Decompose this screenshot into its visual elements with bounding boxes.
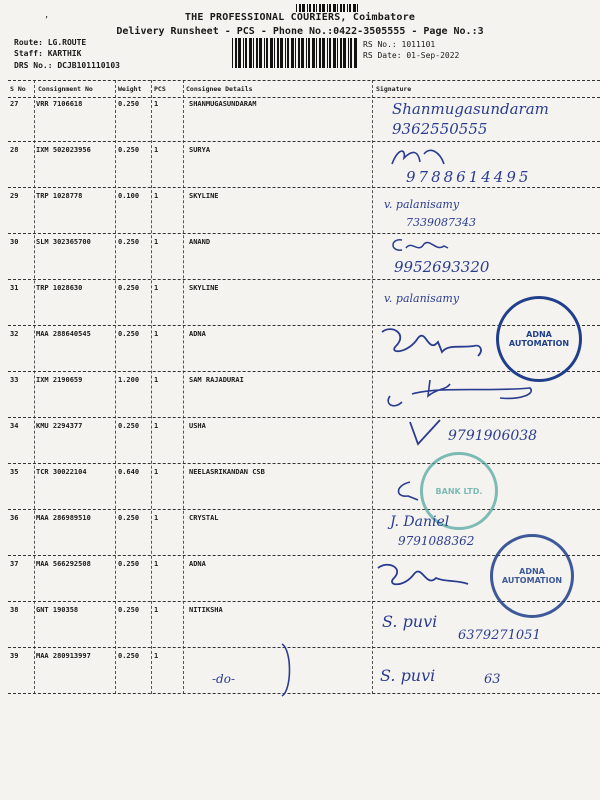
document-subtitle: Delivery Runsheet - PCS - Phone No.:0422-3505555 - Page No.:3	[116, 26, 484, 37]
cell-weight: 0.250	[118, 100, 140, 108]
cell-sno: 35	[10, 468, 19, 476]
cell-pcs: 1	[154, 376, 159, 384]
barcode-bar	[312, 38, 315, 68]
table-row	[8, 464, 600, 510]
barcode-bar	[308, 38, 310, 68]
barcode-bar	[322, 38, 325, 68]
cell-sno: 37	[10, 560, 19, 568]
col-header-sno: S No	[10, 85, 26, 93]
barcode-bar	[295, 38, 296, 68]
signature-phone: 7339087343	[406, 216, 476, 229]
barcode-bar	[306, 38, 307, 68]
signature-text: S. puvi	[382, 612, 438, 631]
barcode-small	[296, 4, 360, 12]
barcode-bar	[299, 4, 301, 12]
bracket-mark	[278, 640, 298, 700]
barcode-bar	[243, 38, 244, 68]
cell-weight: 0.250	[118, 238, 140, 246]
signature-text: S. puvi	[380, 666, 436, 685]
barcode-bar	[249, 38, 252, 68]
cell-weight: 1.200	[118, 376, 140, 384]
barcode-bar	[307, 4, 308, 12]
cell-consignee: SHANMUGASUNDARAM	[189, 100, 257, 108]
barcode-bar	[298, 38, 300, 68]
barcode-bar	[253, 38, 254, 68]
barcode-bar	[245, 38, 247, 68]
signature-phone: 9788614495	[406, 168, 532, 186]
signature-scribble	[392, 478, 422, 502]
barcode-bar	[319, 4, 321, 12]
barcode-bar	[333, 4, 336, 12]
signature-text: J. Daniel	[390, 514, 450, 530]
cell-pcs: 1	[154, 284, 159, 292]
cell-pcs: 1	[154, 514, 159, 522]
cell-sno: 39	[10, 652, 19, 660]
cell-weight: 0.250	[118, 652, 140, 660]
barcode-bar	[337, 38, 338, 68]
cell-sno: 28	[10, 146, 19, 154]
barcode-bar	[316, 38, 317, 68]
cell-consignee: SKYLINE	[189, 192, 219, 200]
cell-consignment: GNT 190358	[36, 606, 79, 614]
barcode-bar	[357, 4, 358, 12]
cell-consignment: TCR 30022104	[36, 468, 87, 476]
barcode-bar	[348, 38, 349, 68]
stamp-label: ADNA AUTOMATION	[501, 567, 563, 585]
cell-consignee: USHA	[189, 422, 206, 430]
cell-consignment: IXM 502023956	[36, 146, 91, 154]
barcode-bar	[256, 38, 258, 68]
signature-phone: 9362550555	[392, 120, 488, 138]
barcode-bar	[343, 4, 346, 12]
barcode-bar	[296, 4, 297, 12]
cell-weight: 0.250	[118, 330, 140, 338]
document-title: THE PROFESSIONAL COURIERS, Coimbatore	[184, 12, 416, 23]
stamp-label: ADNA AUTOMATION	[508, 330, 570, 348]
cell-pcs: 1	[154, 468, 159, 476]
cell-sno: 34	[10, 422, 19, 430]
barcode-bar	[287, 38, 289, 68]
barcode-bar	[309, 4, 311, 12]
cell-consignee: NITIKSHA	[189, 606, 223, 614]
col-header-weight: Weight	[118, 85, 142, 93]
barcode-bar	[235, 38, 237, 68]
ditto-mark: -do-	[212, 672, 236, 686]
cell-consignment: TRP 1028630	[36, 284, 83, 292]
barcode-bar	[316, 4, 317, 12]
cell-consignee: ADNA	[189, 330, 206, 338]
cell-sno: 29	[10, 192, 19, 200]
cell-consignee: ADNA	[189, 560, 206, 568]
table-row	[8, 648, 600, 694]
stamp-label: BANK LTD.	[435, 486, 483, 496]
cell-weight: 0.250	[118, 606, 140, 614]
cell-consignee: SURYA	[189, 146, 211, 154]
company-stamp	[496, 296, 582, 382]
col-header-consignment: Consignment No	[38, 85, 93, 93]
cell-consignee: ANAND	[189, 238, 211, 246]
cell-pcs: 1	[154, 146, 159, 154]
cell-weight: 0.640	[118, 468, 140, 476]
cell-consignee: SKYLINE	[189, 284, 219, 292]
signature-phone: 6379271051	[458, 628, 541, 643]
barcode-bar	[285, 38, 286, 68]
signature-phone: 63	[484, 672, 501, 687]
barcode-bar	[347, 4, 348, 12]
signature-scribble	[380, 374, 540, 414]
cell-pcs: 1	[154, 422, 159, 430]
signature-scribble	[406, 418, 446, 448]
col-header-pcs: PCS	[154, 85, 166, 93]
barcode-bar	[329, 4, 331, 12]
cell-pcs: 1	[154, 606, 159, 614]
barcode-bar	[354, 38, 357, 68]
barcode-bar	[302, 4, 305, 12]
signature-phone: 9952693320	[394, 258, 490, 276]
col-header-signature: Signature	[376, 85, 412, 93]
cell-pcs: 1	[154, 238, 159, 246]
cell-consignment: SLM 302365700	[36, 238, 91, 246]
signature-text: v. palanisamy	[384, 292, 460, 305]
col-header-consignee: Consignee Details	[186, 85, 253, 93]
cell-weight: 0.250	[118, 514, 140, 522]
barcode-bar	[340, 4, 342, 12]
signature-scribble	[388, 234, 468, 256]
cell-sno: 31	[10, 284, 19, 292]
cell-pcs: 1	[154, 652, 159, 660]
cell-sno: 30	[10, 238, 19, 246]
barcode-bar	[274, 38, 275, 68]
signature-phone: 9791088362	[398, 534, 475, 548]
barcode-bar	[322, 4, 325, 12]
signature-scribble	[378, 324, 488, 362]
cell-consignment: MAA 286989510	[36, 514, 91, 522]
barcode-bar	[232, 38, 233, 68]
barcode-bar	[313, 4, 316, 12]
barcode-bar	[333, 38, 336, 68]
barcode-bar	[343, 38, 346, 68]
barcode-bar	[301, 38, 304, 68]
signature-phone: 9791906038	[448, 428, 538, 444]
table-row	[8, 234, 600, 280]
cell-weight: 0.250	[118, 422, 140, 430]
barcode-bar	[349, 4, 351, 12]
cell-consignment: MAA 566292508	[36, 560, 91, 568]
barcode-bar	[327, 4, 328, 12]
cell-consignment: MAA 280913997	[36, 652, 91, 660]
barcode-bar	[266, 38, 268, 68]
barcode-bar	[270, 38, 273, 68]
barcode-bar	[319, 38, 321, 68]
barcode	[232, 38, 358, 68]
cell-consignment: KMU 2294377	[36, 422, 83, 430]
cell-pcs: 1	[154, 330, 159, 338]
cell-pcs: 1	[154, 560, 159, 568]
cell-consignment: TRP 1028778	[36, 192, 83, 200]
barcode-bar	[259, 38, 262, 68]
tick-mark: ’	[44, 15, 49, 24]
rs-number: RS No.: 1011101	[363, 40, 436, 49]
cell-sno: 27	[10, 100, 19, 108]
rs-date: RS Date: 01-Sep-2022	[363, 51, 460, 60]
cell-consignee: SAM RAJADURAI	[189, 376, 244, 384]
barcode-bar	[340, 38, 342, 68]
barcode-bar	[337, 4, 338, 12]
company-stamp	[490, 534, 574, 618]
cell-weight: 0.100	[118, 192, 140, 200]
signature-text: v. palanisamy	[384, 198, 460, 211]
barcode-bar	[264, 38, 265, 68]
cell-weight: 0.250	[118, 560, 140, 568]
cell-sno: 32	[10, 330, 19, 338]
drs-number: DRS No.: DCJB101110103	[14, 61, 120, 70]
signature-scribble	[374, 558, 474, 594]
cell-weight: 0.250	[118, 284, 140, 292]
barcode-bar	[327, 38, 328, 68]
route-label: Route: LG.ROUTE	[14, 38, 87, 47]
cell-consignee: NEELASRIKANDAN CSB	[189, 468, 265, 476]
barcode-bar	[353, 4, 356, 12]
barcode-bar	[291, 38, 294, 68]
signature-text: Shanmugasundaram	[392, 100, 549, 118]
cell-sno: 38	[10, 606, 19, 614]
cell-weight: 0.250	[118, 146, 140, 154]
cell-sno: 36	[10, 514, 19, 522]
barcode-bar	[350, 38, 352, 68]
cell-consignment: MAA 288640545	[36, 330, 91, 338]
barcode-bar	[277, 38, 279, 68]
cell-pcs: 1	[154, 100, 159, 108]
barcode-bar	[329, 38, 331, 68]
cell-consignment: IXM 2190659	[36, 376, 83, 384]
cell-consignment: VRR 7106618	[36, 100, 83, 108]
table-row	[8, 188, 600, 234]
cell-sno: 33	[10, 376, 19, 384]
cell-pcs: 1	[154, 192, 159, 200]
barcode-bar	[280, 38, 283, 68]
cell-consignee: CRYSTAL	[189, 514, 219, 522]
barcode-bar	[238, 38, 241, 68]
staff-label: Staff: KARTHIK	[14, 49, 82, 58]
